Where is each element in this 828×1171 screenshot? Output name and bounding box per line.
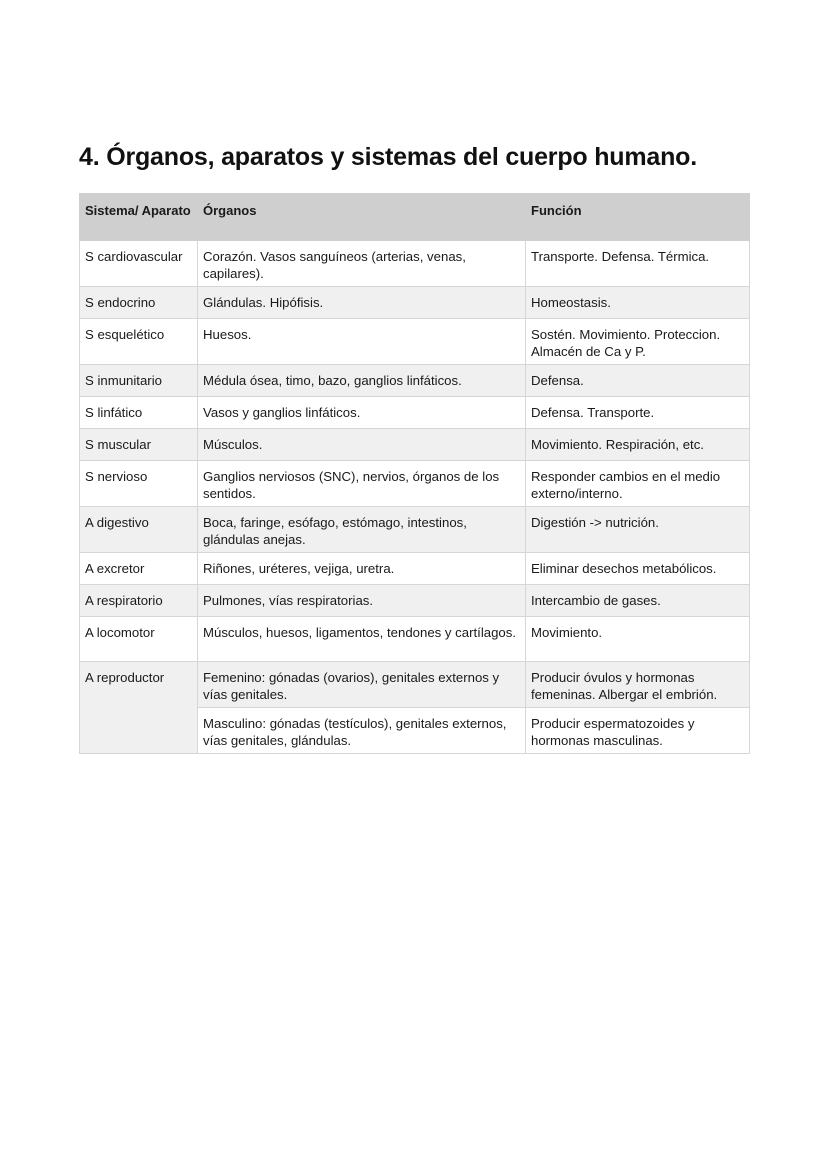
cell-organos: Músculos, huesos, ligamentos, tendones y cartílagos.: [198, 617, 526, 662]
cell-organos: Ganglios nerviosos (SNC), nervios, órganos de los sentidos.: [198, 461, 526, 507]
cell-organos: Boca, faringe, esófago, estómago, intestinos, glándulas anejas.: [198, 507, 526, 553]
cell-organos: Glándulas. Hipófisis.: [198, 287, 526, 319]
table-row: [80, 662, 750, 708]
cell-funcion: Movimiento. Respiración, etc.: [526, 429, 750, 461]
header-sistema: Sistema/ Aparato: [80, 194, 198, 241]
page-title: 4. Órganos, aparatos y sistemas del cuerpo humano.: [79, 143, 697, 171]
cell-funcion: Responder cambios en el medio externo/interno.: [526, 461, 750, 507]
cell-sistema: S endocrino: [80, 287, 198, 319]
cell-funcion: Defensa.: [526, 365, 750, 397]
table-row: [80, 461, 750, 507]
header-funcion: Función: [526, 194, 750, 241]
cell-sistema: A reproductor: [80, 662, 198, 754]
cell-funcion: Eliminar desechos metabólicos.: [526, 553, 750, 585]
cell-sistema: S inmunitario: [80, 365, 198, 397]
cell-funcion: Transporte. Defensa. Térmica.: [526, 241, 750, 287]
table-row: [80, 319, 750, 365]
table-row: [80, 287, 750, 319]
cell-organos: Músculos.: [198, 429, 526, 461]
cell-sistema: S muscular: [80, 429, 198, 461]
cell-funcion: Producir óvulos y hormonas femeninas. Albergar el embrión.: [526, 662, 750, 708]
cell-funcion: Intercambio de gases.: [526, 585, 750, 617]
cell-organos: Huesos.: [198, 319, 526, 365]
table-row: [80, 429, 750, 461]
cell-funcion: Digestión -> nutrición.: [526, 507, 750, 553]
table-row: [80, 553, 750, 585]
table-row: [80, 617, 750, 662]
table-row: [80, 397, 750, 429]
cell-funcion: Defensa. Transporte.: [526, 397, 750, 429]
cell-organos: Riñones, uréteres, vejiga, uretra.: [198, 553, 526, 585]
cell-funcion: Homeostasis.: [526, 287, 750, 319]
cell-organos: Pulmones, vías respiratorias.: [198, 585, 526, 617]
organ-systems-table: [79, 193, 750, 754]
cell-organos: Vasos y ganglios linfáticos.: [198, 397, 526, 429]
table-row: [80, 241, 750, 287]
cell-sistema: S nervioso: [80, 461, 198, 507]
cell-funcion: Movimiento.: [526, 617, 750, 662]
cell-organos: Corazón. Vasos sanguíneos (arterias, venas, capilares).: [198, 241, 526, 287]
cell-organos: Médula ósea, timo, bazo, ganglios linfáticos.: [198, 365, 526, 397]
cell-sistema: S cardiovascular: [80, 241, 198, 287]
header-organos: Órganos: [198, 194, 526, 241]
cell-funcion: Producir espermatozoides y hormonas masculinas.: [526, 708, 750, 754]
cell-sistema: A digestivo: [80, 507, 198, 553]
cell-organos: Femenino: gónadas (ovarios), genitales externos y vías genitales.: [198, 662, 526, 708]
table-header-row: [80, 194, 750, 241]
cell-organos: Masculino: gónadas (testículos), genitales externos, vías genitales, glándulas.: [198, 708, 526, 754]
cell-sistema: A respiratorio: [80, 585, 198, 617]
cell-sistema: S esquelético: [80, 319, 198, 365]
table-row: [80, 507, 750, 553]
cell-funcion: Sostén. Movimiento. Proteccion. Almacén de Ca y P.: [526, 319, 750, 365]
cell-sistema: S linfático: [80, 397, 198, 429]
cell-sistema: A excretor: [80, 553, 198, 585]
cell-sistema: A locomotor: [80, 617, 198, 662]
table-row: [80, 585, 750, 617]
table-row: [80, 365, 750, 397]
